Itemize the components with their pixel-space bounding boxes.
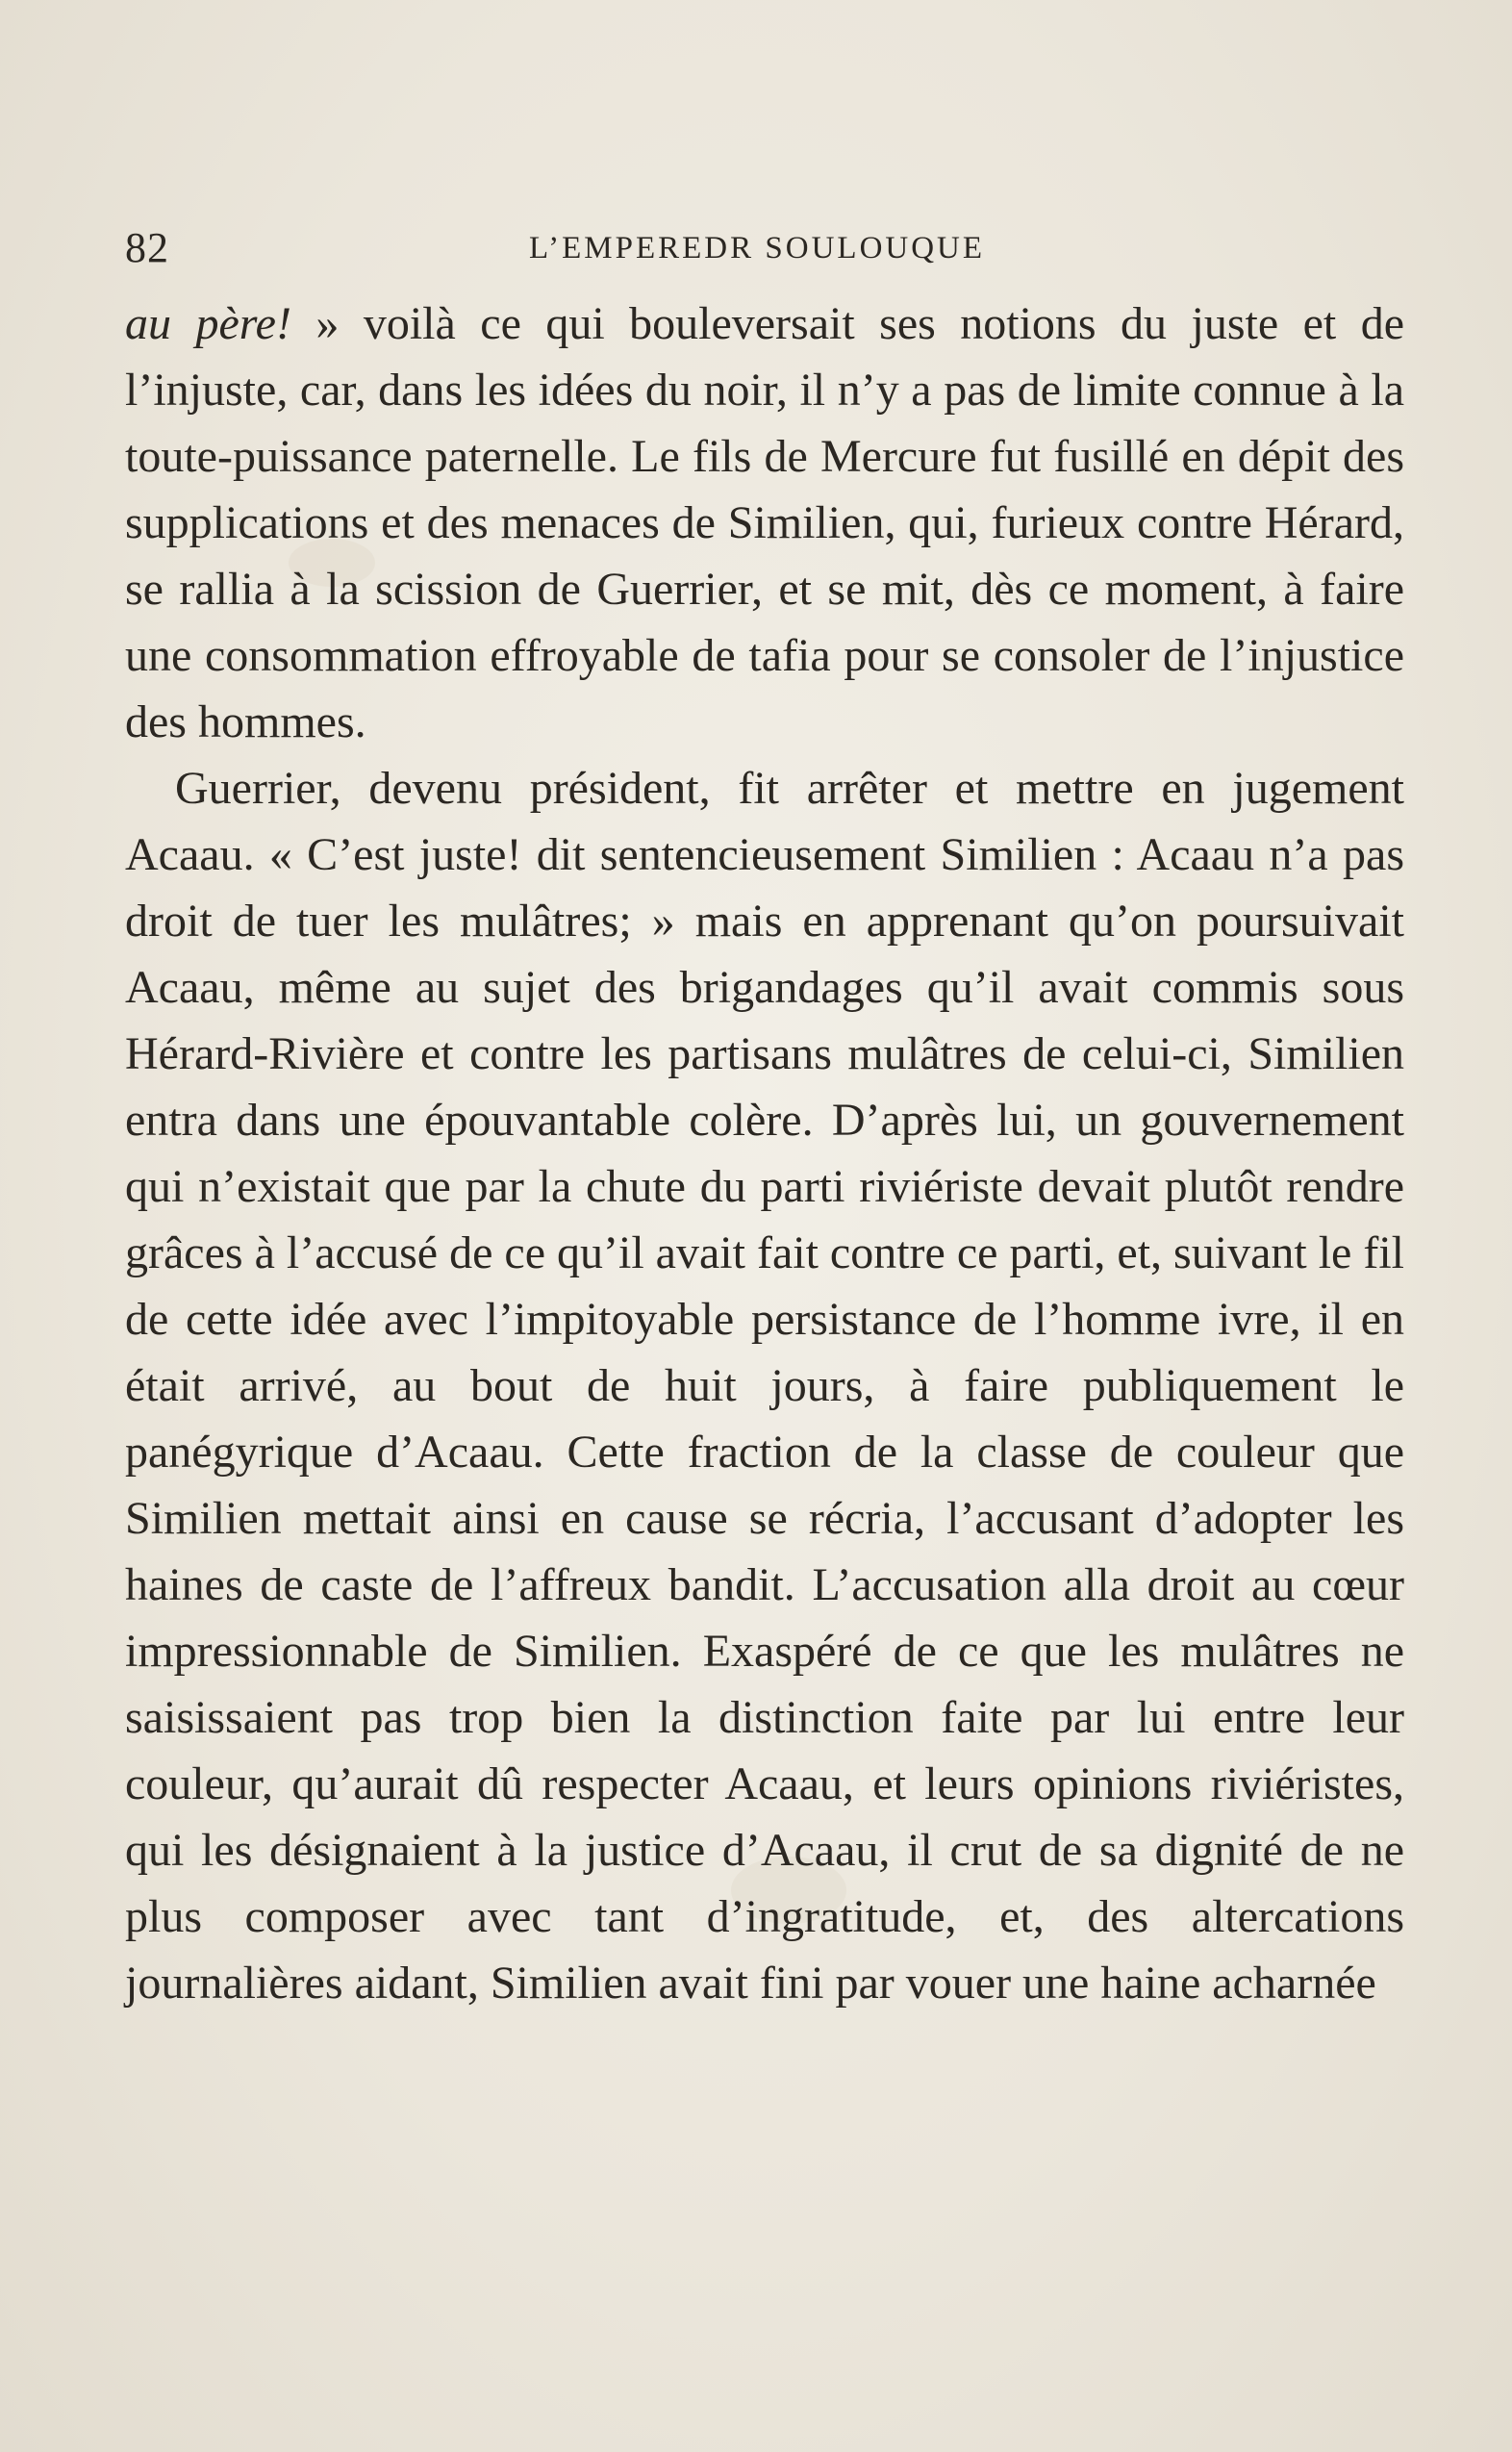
paragraph-text: Guerrier, devenu président, fit arrêter et mettre en jugement Acaau. « C’est juste! dit sentencieusement Similien : Acaau n’a pas droit de tuer les mulâtres; » mais en apprenant qu’on poursuivait Acaau, même au sujet des brigandages qu’il avait commis sous Hérard-Rivière et contre les partisans mulâtres de celui-ci, Similien entra dans une épouvantable colère. D’après lui, un gouvernement qui n’existait que par la chute du parti riviériste devait plutôt rendre grâces à l’accusé de ce qu’il avait fait contre ce parti, et, suivant le fil de cette idée avec l’impitoyable persistance de l’homme ivre, il en était arrivé, au bout de huit jours, à faire publiquement le panégyrique d’Acaau. Cette fraction de la classe de couleur que Similien mettait ainsi en cause se récria, l’accusant d’adopter les haines de caste de l’affreux bandit. L’accusation alla droit au cœur impressionnable de Similien. Exaspéré de ce que les mulâtres ne saisissaient pas trop bien la distinction faite par lui entre leur couleur, qu’aurait dû respecter Acaau, et leurs opinions riviéristes, qui les désignaient à la justice d’Acaau, il crut de sa dignité de ne plus composer avec tant d’ingratitude, et, des altercations journalières aidant, Similien avait fini par vouer une haine acharnée (125, 763, 1405, 2009)
body-text (125, 291, 1404, 2016)
running-title: L’EMPEREDR SOULOUQUE (529, 231, 986, 265)
paragraph-text: » voilà ce qui bouleversait ses notions du juste et de l’injuste, car, dans les idées du noir, il n’y a pas de limite connue à la toute-puissance paternelle. Le fils de Mercure fut fusillé en dépit des supplications et des menaces de Similien, qui, furieux contre Hérard, se rallia à la scission de Guerrier, et se mit, dès ce moment, à faire une consommation effroyable de tafia pour se consoler de l’injustice des hommes. (125, 298, 1405, 747)
page-number: 82 (125, 224, 169, 271)
paragraph (125, 291, 1404, 755)
paragraph (125, 755, 1404, 2016)
page-header (125, 223, 1404, 281)
italic-lead: au père! (125, 298, 291, 349)
